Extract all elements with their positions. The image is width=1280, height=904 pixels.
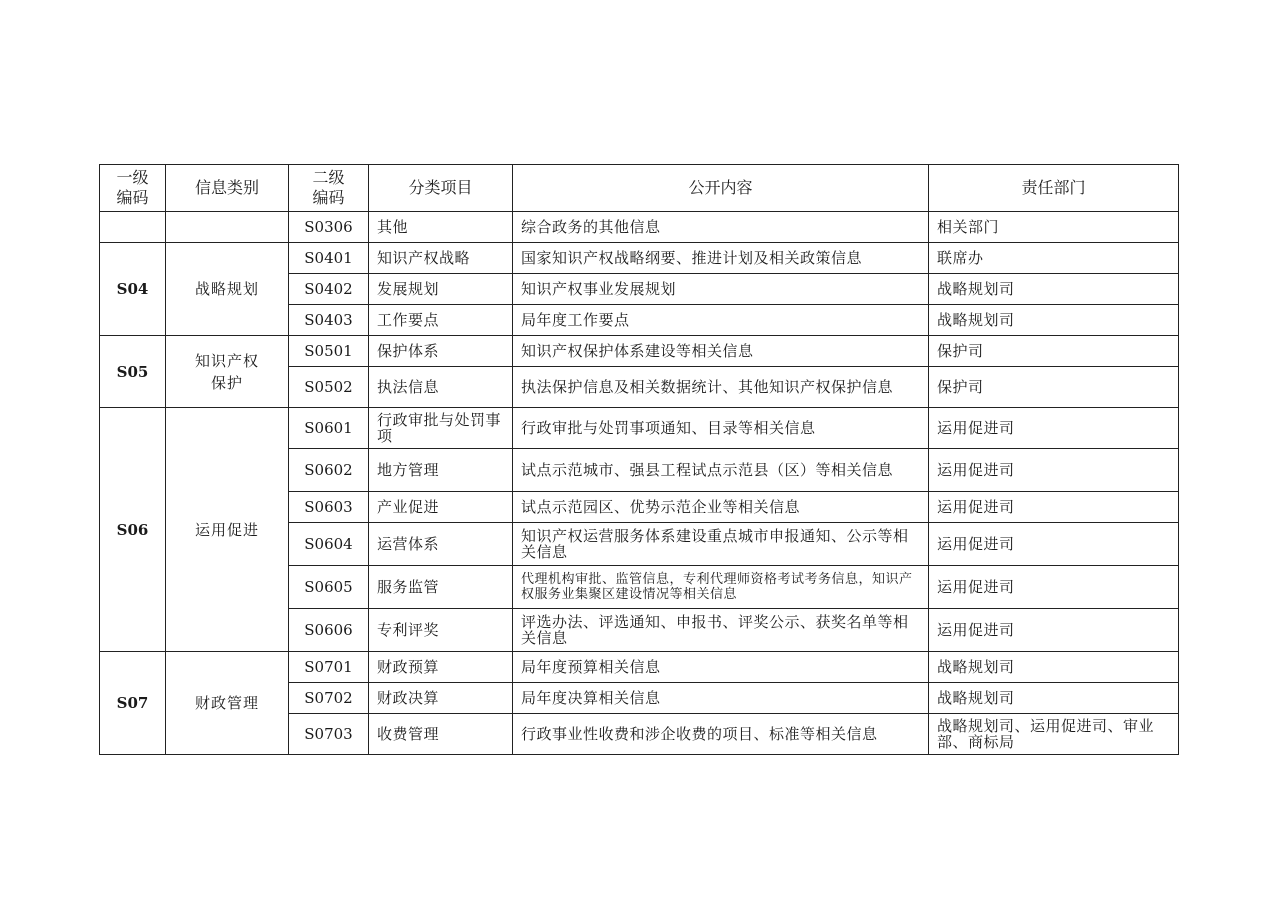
table-row [100,336,1179,367]
content-cell: 行政审批与处罚事项通知、目录等相关信息 [513,408,929,449]
content-cell: 国家知识产权战略纲要、推进计划及相关政策信息 [513,243,929,274]
code2-cell: S0703 [289,714,369,755]
header-category-label: 信息类别 [194,178,259,197]
header-code2 [289,165,369,212]
dept-cell: 战略规划司 [929,683,1179,714]
dept-cell: 运用促进司 [929,449,1179,492]
item-cell: 执法信息 [369,367,513,408]
header-item [369,165,513,212]
item-cell: 财政预算 [369,652,513,683]
info-disclosure-table [99,164,1179,755]
content-cell: 局年度预算相关信息 [513,652,929,683]
header-code1 [100,165,166,212]
dept-cell: 保护司 [929,367,1179,408]
category-cell: 知识产权保护 [166,336,289,408]
code2-cell: S0403 [289,305,369,336]
content-cell: 知识产权事业发展规划 [513,274,929,305]
table-row [100,212,1179,243]
code2-cell: S0605 [289,566,369,609]
category-cell [166,212,289,243]
content-cell: 局年度决算相关信息 [513,683,929,714]
content-cell: 评选办法、评选通知、申报书、评奖公示、获奖名单等相关信息 [513,609,929,652]
item-cell: 发展规划 [369,274,513,305]
code1-cell: S06 [100,408,166,652]
code1-cell: S04 [100,243,166,336]
item-cell: 收费管理 [369,714,513,755]
code2-cell: S0402 [289,274,369,305]
dept-cell: 战略规划司 [929,274,1179,305]
content-cell: 执法保护信息及相关数据统计、其他知识产权保护信息 [513,367,929,408]
content-cell: 知识产权保护体系建设等相关信息 [513,336,929,367]
header-category [166,165,289,212]
dept-cell: 运用促进司 [929,492,1179,523]
content-cell: 试点示范园区、优势示范企业等相关信息 [513,492,929,523]
code2-cell: S0602 [289,449,369,492]
category-cell: 运用促进 [166,408,289,652]
item-cell: 服务监管 [369,566,513,609]
header-item-label: 分类项目 [408,178,473,197]
code2-cell: S0502 [289,367,369,408]
code1-cell [100,212,166,243]
header-content-label: 公开内容 [688,178,753,197]
category-cell: 财政管理 [166,652,289,755]
dept-cell: 保护司 [929,336,1179,367]
category-cell: 战略规划 [166,243,289,336]
content-cell: 综合政务的其他信息 [513,212,929,243]
item-cell: 产业促进 [369,492,513,523]
content-cell: 行政事业性收费和涉企收费的项目、标准等相关信息 [513,714,929,755]
code2-cell: S0701 [289,652,369,683]
dept-cell: 运用促进司 [929,566,1179,609]
dept-cell: 运用促进司 [929,408,1179,449]
dept-cell: 战略规划司 [929,652,1179,683]
dept-cell: 战略规划司 [929,305,1179,336]
item-cell: 运营体系 [369,523,513,566]
item-cell: 财政决算 [369,683,513,714]
code2-cell: S0604 [289,523,369,566]
item-cell: 保护体系 [369,336,513,367]
code2-cell: S0702 [289,683,369,714]
item-cell: 工作要点 [369,305,513,336]
content-cell: 代理机构审批、监管信息，专利代理师资格考试考务信息，知识产权服务业集聚区建设情况等相关信息 [513,566,929,609]
item-cell: 行政审批与处罚事项 [369,408,513,449]
header-code1-label: 一级 编码 [116,168,149,207]
table-row [100,408,1179,449]
code2-cell: S0601 [289,408,369,449]
code1-cell: S07 [100,652,166,755]
dept-cell: 运用促进司 [929,609,1179,652]
content-cell: 试点示范城市、强县工程试点示范县（区）等相关信息 [513,449,929,492]
dept-cell: 运用促进司 [929,523,1179,566]
code2-cell: S0603 [289,492,369,523]
code2-cell: S0606 [289,609,369,652]
header-dept-label: 责任部门 [1021,178,1086,197]
header-content [513,165,929,212]
header-dept [929,165,1179,212]
item-cell: 专利评奖 [369,609,513,652]
item-cell: 知识产权战略 [369,243,513,274]
dept-cell: 联席办 [929,243,1179,274]
code2-cell: S0306 [289,212,369,243]
code1-cell: S05 [100,336,166,408]
dept-cell: 相关部门 [929,212,1179,243]
content-cell: 知识产权运营服务体系建设重点城市申报通知、公示等相关信息 [513,523,929,566]
code2-cell: S0401 [289,243,369,274]
item-cell: 地方管理 [369,449,513,492]
table-row [100,243,1179,274]
table-header-row [100,165,1179,212]
table-row [100,652,1179,683]
header-code2-label: 二级 编码 [312,168,345,207]
content-cell: 局年度工作要点 [513,305,929,336]
item-cell: 其他 [369,212,513,243]
code2-cell: S0501 [289,336,369,367]
dept-cell: 战略规划司、运用促进司、审业部、商标局 [929,714,1179,755]
